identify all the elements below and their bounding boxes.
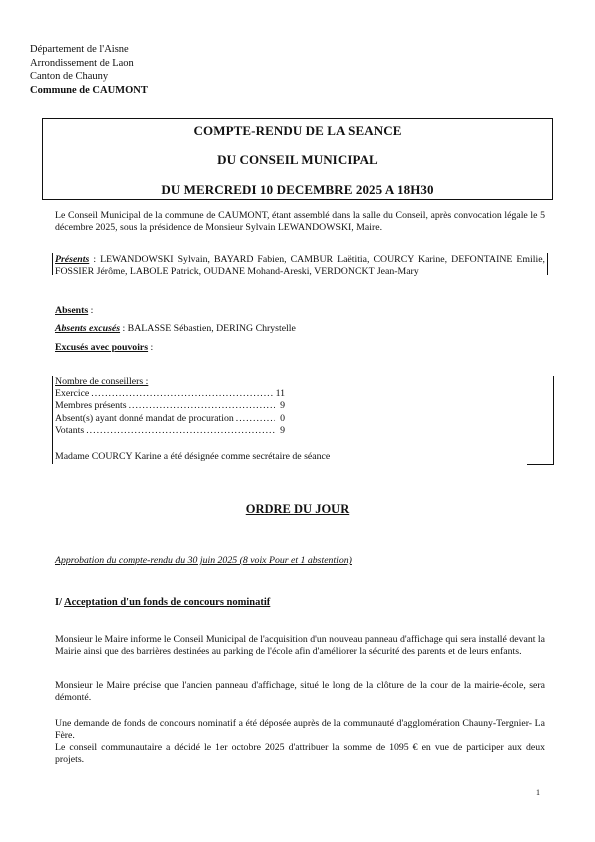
title-line-1: COMPTE-RENDU DE LA SEANCE	[193, 123, 402, 138]
count-label: Absent(s) ayant donné mandat de procuration	[55, 412, 234, 424]
excused-label: Absents excusés	[55, 323, 121, 334]
count-value: 9	[280, 424, 285, 436]
present-label: Présents	[55, 254, 90, 265]
count-row-exercise	[55, 388, 285, 400]
count-row-voters	[55, 425, 285, 437]
body-paragraph: Une demande de fonds de concours nominatif a été déposée auprès de la communauté d'agglomération Chauny-Tergnier- La Fère.	[55, 718, 545, 741]
secretary-line: Madame COURCY Karine a été désignée comme secrétaire de séance	[55, 451, 331, 462]
count-row-proxy	[55, 413, 285, 425]
body-paragraph: Le conseil communautaire a décidé le 1er octobre 2025 d'attribuer la somme de 1095 € en vue de participer aux deux projets.	[55, 742, 545, 765]
section-1-number: I/	[55, 597, 63, 608]
absent-list: :	[88, 305, 94, 316]
proxy-members	[55, 342, 545, 354]
counts-rule-right	[553, 376, 554, 464]
arrondissement-line: Arrondissement de Laon	[30, 57, 134, 69]
title-line-3: DU MERCREDI 10 DECEMBRE 2025 A 18H30	[161, 182, 434, 197]
body-paragraph: Monsieur le Maire informe le Conseil Municipal de l'acquisition d'un nouveau panneau d'affichage qui sera installé devant la Mairie ainsi que des barrières destinées au parking de l'école afin d'améliorer la sécurité des parents et de leurs enfants.	[55, 634, 545, 657]
count-value: 9	[280, 400, 285, 412]
minutes-approval: Approbation du compte-rendu du 30 juin 2025 (8 voix Pour et 1 abstention)	[55, 555, 352, 566]
margin-rule-left	[52, 253, 53, 275]
agenda-title: ORDRE DU JOUR	[245, 502, 350, 516]
absent-members	[55, 305, 545, 317]
commune-line: Commune de CAUMONT	[30, 84, 148, 96]
count-value: 11	[275, 388, 285, 400]
page-number: 1	[536, 788, 540, 797]
title-box	[42, 118, 553, 200]
administrative-header	[30, 43, 148, 97]
section-1-heading	[55, 597, 270, 608]
department-line: Département de l'Aisne	[30, 44, 129, 55]
council-counts	[55, 376, 285, 437]
count-value: 0	[280, 412, 285, 424]
margin-rule-right	[547, 253, 548, 275]
canton-line: Canton de Chauny	[30, 71, 109, 82]
count-row-present	[55, 400, 285, 412]
counts-rule-left	[52, 376, 53, 464]
excused-list: : BALASSE Sébastien, DERING Chrystelle	[120, 323, 296, 334]
absent-label: Absents	[55, 305, 89, 316]
counts-rule-bottom	[527, 464, 554, 465]
count-label: Exercice	[55, 388, 90, 400]
excused-members	[55, 323, 545, 335]
intro-paragraph: Le Conseil Municipal de la commune de CAUMONT, étant assemblé dans la salle du Conseil, après convocation légale le 5 décembre 2025, sous la présidence de Monsieur Sylvain LEWANDOWSKI, Maire.	[55, 210, 545, 233]
proxy-label: Excusés avec pouvoirs	[55, 342, 149, 353]
body-paragraph: Monsieur le Maire précise que l'ancien panneau d'affichage, situé le long de la clôture de la cour de la mairie-école, sera démonté.	[55, 680, 545, 703]
present-list: : LEWANDOWSKI Sylvain, BAYARD Fabien, CAMBUR Laëtitia, COURCY Karine, DEFONTAINE Emilie, FOSSIER Jérôme, LABOLE Patrick, OUDANE Mohand-Areski, VERDONCKT Jean-Mary	[55, 254, 545, 277]
count-label: Votants	[55, 424, 85, 436]
title-line-2: DU CONSEIL MUNICIPAL	[217, 152, 378, 167]
section-1-title: Acceptation d'un fonds de concours nominatif	[64, 597, 271, 608]
counts-heading: Nombre de conseillers :	[55, 376, 149, 387]
count-label: Membres présents	[55, 400, 127, 412]
proxy-list: :	[148, 342, 154, 353]
present-members	[55, 254, 545, 278]
